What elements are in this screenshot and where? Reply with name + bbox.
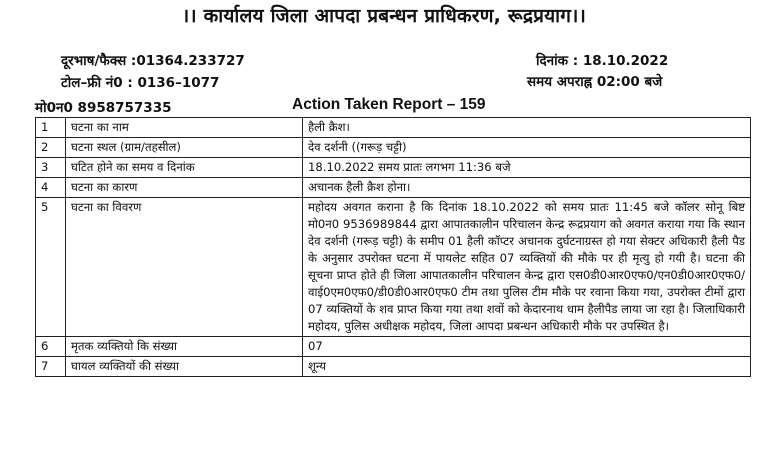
- office-title: ।। कार्यालय जिला आपदा प्रबन्धन प्राधिकरण, रूद्रप्रयाग।।: [181, 5, 586, 27]
- report-date: दिनांक : 18.10.2022: [536, 53, 669, 69]
- table-row: [36, 118, 751, 138]
- report-title: Action Taken Report – 159: [292, 96, 486, 113]
- row-number: 5: [36, 198, 66, 337]
- table-row: [36, 198, 751, 337]
- table-row: [36, 337, 751, 357]
- row-value: अचानक हैली क्रैश होना।: [303, 178, 751, 198]
- table-row: [36, 357, 751, 377]
- table-row: [36, 138, 751, 158]
- row-label: घटना स्थल (ग्राम/तहसील): [66, 138, 303, 158]
- row-value: 07: [303, 337, 751, 357]
- row-label: घटित होने का समय व दिनांक: [66, 158, 303, 178]
- report-table: [35, 117, 751, 377]
- row-value: देव दर्शनी ((गरूड़ चट्टी): [303, 138, 751, 158]
- report-time: समय अपराह्न 02:00 बजे: [527, 74, 663, 90]
- table-row: [36, 158, 751, 178]
- row-number: 6: [36, 337, 66, 357]
- row-value: 18.10.2022 समय प्रातः लगभग 11:36 बजे: [303, 158, 751, 178]
- row-label: घटना का कारण: [66, 178, 303, 198]
- row-label: मृतक व्यक्तियो कि संख्या: [66, 337, 303, 357]
- incident-description: महोदय अवगत कराना है कि दिनांक 18.10.2022 को समय प्रातः 11:45 बजे कॉलर सोनू बिष्ट मो0न0 9536989844 द्वारा आपातकालीन परिचालन केन्द्र रूद्रप्रयाग को अवगत कराया गया कि स्थान देव दर्शनी (गरूड़ चट्टी) के समीप 01 हैली कॉप्टर अचानक दुर्घटनाग्रस्त हो गया सेक्टर अधिकारी हैली पैड के अनुसार उपरोक्त घटना में पायलेट सहित 07 व्यक्तियों की मौके पर ही मृत्यु हो गयी है। घटना की सूचना प्राप्त होते ही जिला आपातकालीन परिचालन केन्द्र द्वारा एस0डी0आर0एफ0/एन0डी0आर0एफ0/वाई0एम0एफ0/डी0डी0आर0एफ0 टीम तथा पुलिस टीम मौके पर रवाना किया गया, उपरोक्त टीमों द्वारा 07 व्यक्तियों के शव प्राप्त किया गया तथा शवों को केदारनाथ धाम हैलीपैड लाया जा रहा है। जिलाधिकारी महोदय, पुलिस अधीक्षक महोदय, जिला आपदा प्रबन्धन अधिकारी मौके पर उपस्थित है।: [303, 198, 751, 337]
- row-value: शून्य: [303, 357, 751, 377]
- phone-fax: दूरभाष/फैक्स :01364.233727: [61, 53, 245, 69]
- row-number: 1: [36, 118, 66, 138]
- row-number: 4: [36, 178, 66, 198]
- row-number: 3: [36, 158, 66, 178]
- toll-free-number: टोल–फ्री नं0 : 0136–1077: [61, 75, 220, 91]
- table-row: [36, 178, 751, 198]
- mobile-number: मो0न0 8958757335: [35, 100, 172, 116]
- row-number: 2: [36, 138, 66, 158]
- row-label: घायल व्यक्तियों की संख्या: [66, 357, 303, 377]
- row-value: हैली क्रैश।: [303, 118, 751, 138]
- row-label: घटना का नाम: [66, 118, 303, 138]
- row-number: 7: [36, 357, 66, 377]
- row-label: घटना का विवरण: [66, 198, 303, 337]
